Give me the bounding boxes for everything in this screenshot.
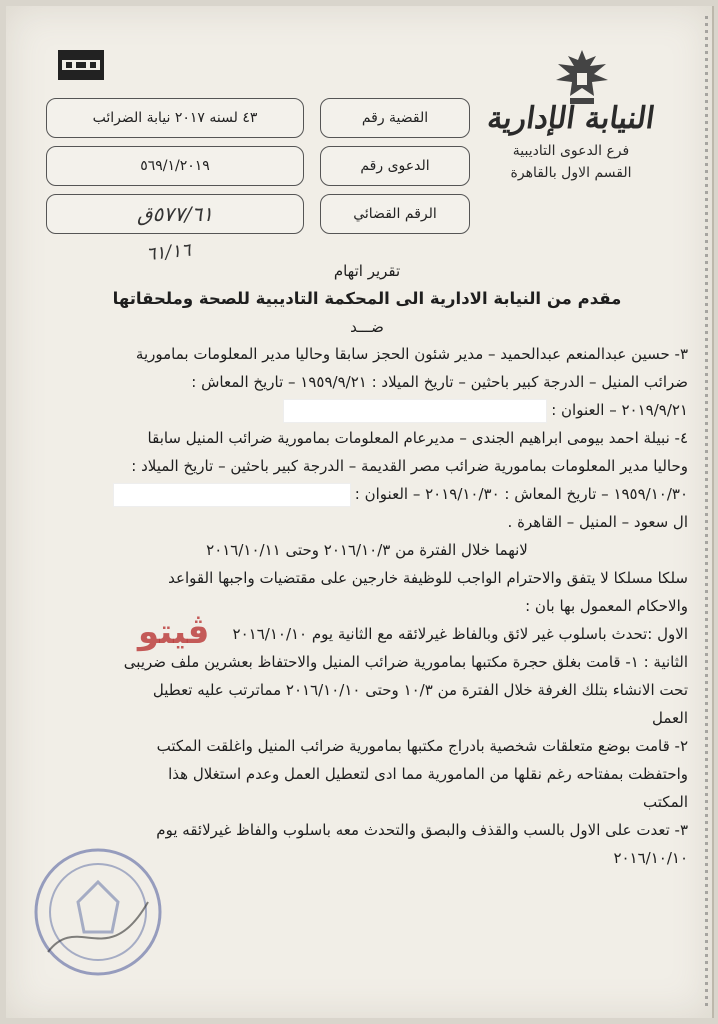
text-line-with-redaction	[46, 396, 688, 424]
redacted-address	[114, 484, 350, 506]
document-page	[6, 6, 714, 1018]
watermark: ڤيتو	[138, 612, 210, 652]
text-line: ضرائب المنيل – الدرجة كبير باحثين – تاريخ الميلاد : ١٩٥٩/٩/٢١ – تاريخ المعاش :	[191, 373, 688, 391]
case-number-value: ٤٣ لسنه ٢٠١٧ نيابة الضرائب	[46, 98, 304, 138]
document-body	[46, 256, 688, 872]
report-title: تقرير اتهام	[333, 262, 401, 280]
lawsuit-number-value: ٥٦٩/١/٢٠١٩	[46, 146, 304, 186]
authority-name: النيابة الإدارية	[485, 101, 657, 136]
text-line: الثانية : ١- قامت بغلق حجرة مكتبها بمامورية ضرائب المنيل والاحتفاظ بعشرين ملف ضريبى	[123, 653, 688, 671]
text-line: تحت الانشاء بتلك الغرفة خلال الفترة من ١٠/٣ وحتى ٢٠١٦/١٠/١٠ مماترتب عليه تعطيل	[152, 681, 688, 699]
small-logo-icon	[56, 48, 106, 82]
text-line: المكتب	[643, 793, 688, 811]
perforated-edge	[705, 16, 708, 1006]
report-subtitle: مقدم من النيابة الادارية الى المحكمة التاديبية للصحة وملحقاتها	[112, 289, 622, 308]
judicial-number-value: ٥٧٧/٦١ق	[46, 194, 304, 234]
text-line: لانهما خلال الفترة من ٢٠١٦/١٠/٣ وحتى ٢٠١٦/١٠/١١	[206, 541, 528, 559]
text-line: سلكا مسلكا لا يتفق والاحترام الواجب للوظيفة خارجين على مقتضيات واجبها القواعد	[168, 569, 688, 587]
text-line: الاول :تحدث باسلوب غير لائق وبالفاظ غيرلائقه مع الثانية يوم ٢٠١٦/١٠/١٠	[232, 625, 688, 643]
text-line: ٢٠١٩/٩/٢١ – العنوان :	[551, 401, 688, 419]
text-line: ٣- حسين عبدالمنعم عبدالحميد – مدير شئون الحجز سابقا وحاليا مدير المعلومات بمامورية	[135, 345, 688, 363]
text-line: ٢٠١٦/١٠/١٠	[613, 849, 688, 867]
case-number-label: القضية رقم	[320, 98, 470, 138]
text-line: ال سعود – المنيل – القاهرة .	[507, 513, 688, 531]
issuing-authority	[456, 98, 686, 184]
handwritten-mark: ٦١/١٦	[145, 239, 192, 266]
lawsuit-number-label: الدعوى رقم	[320, 146, 470, 186]
against-label: ضـــد	[350, 318, 384, 336]
text-line-with-redaction	[46, 480, 688, 508]
section-name: القسم الاول بالقاهرة	[510, 165, 632, 181]
text-line: واحتفظت بمفتاحه رغم نقلها من المامورية مما ادى لتعطيل العمل وعدم استغلال هذا	[168, 765, 688, 783]
text-line: ٢- قامت بوضع متعلقات شخصية بادراج مكتبها بمامورية ضرائب المنيل واغلقت المكتب	[156, 737, 688, 755]
text-line: وحاليا مدير المعلومات بمامورية ضرائب مصر القديمة – الدرجة كبير باحثين – تاريخ الميلاد :	[131, 457, 688, 475]
text-line: والاحكام المعمول بها بان :	[525, 597, 688, 615]
redacted-address	[284, 400, 546, 422]
branch-name: فرع الدعوى التاديبية	[512, 143, 630, 159]
stamp-icon	[28, 842, 168, 982]
text-line: العمل	[651, 709, 688, 727]
text-line: ٤- نبيلة احمد بيومى ابراهيم الجندى – مديرعام المعلومات بمامورية ضرائب المنيل سابقا	[147, 429, 688, 447]
judicial-number-label: الرقم القضائي	[320, 194, 470, 234]
text-line: ٣- تعدت على الاول بالسب والقذف والبصق والتحدث معه باسلوب والفاظ غيرلائقه يوم	[156, 821, 688, 839]
text-line: ١٩٥٩/١٠/٣٠ – تاريخ المعاش : ٢٠١٩/١٠/٣٠ – العنوان :	[354, 485, 688, 503]
